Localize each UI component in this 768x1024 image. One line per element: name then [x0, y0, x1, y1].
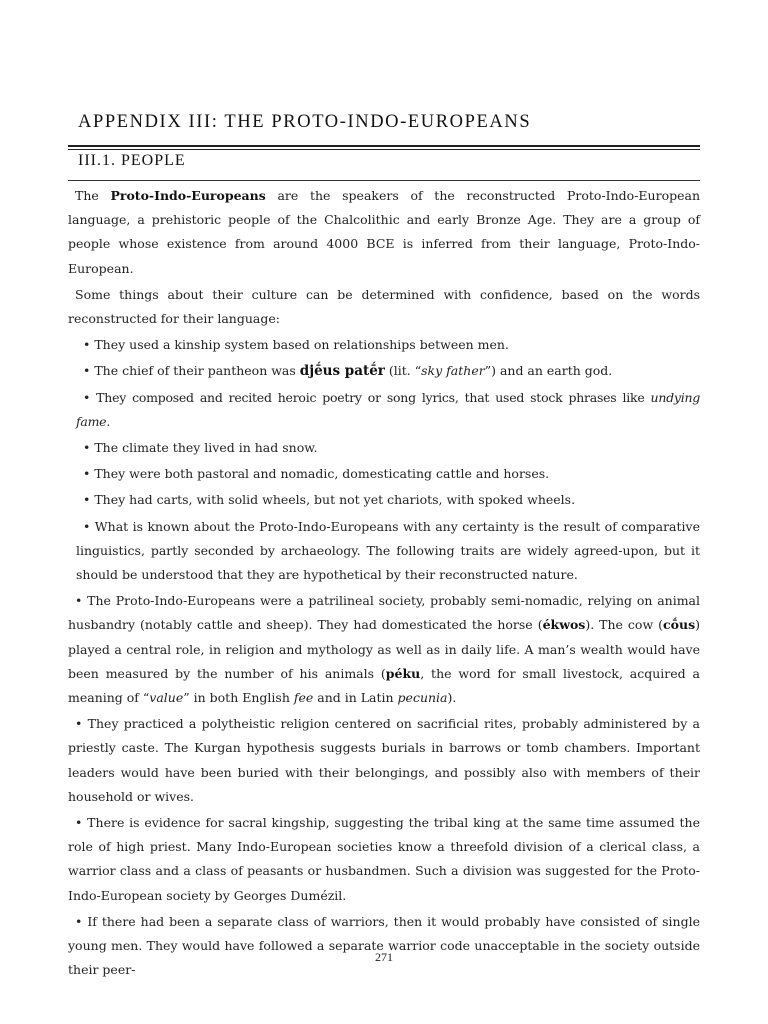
heading-rule-thin — [68, 149, 700, 150]
page-number: 271 — [375, 950, 393, 964]
section-heading: III.1. PEOPLE — [78, 152, 186, 169]
section-rule — [68, 180, 700, 181]
term-djeus-pater: djḗus patḗr — [299, 363, 385, 380]
list-item: • The chief of their pantheon was djḗus patḗr (lit. “sky father”) and an earth god. — [83, 363, 613, 380]
heading-rule-thick — [68, 145, 700, 147]
term-ekwos: ékwos — [542, 617, 586, 633]
list-item: • What is known about the Proto-Indo-Europeans with any certainty is the result of comparative linguistics, partly seconded by archaeology. The following traits are widely agreed-upon, but it should be understood that they are hypothetical by their reconstructed nature. — [76, 518, 700, 583]
paragraph-intro: The Proto-Indo-Europeans are the speakers of the reconstructed Proto-Indo-European language, a prehistoric people of the Chalcolithic and early Bronze Age. They are a group of people whose existence from around 4000 BCE is inferred from their language, Proto-Indo-European. — [68, 188, 700, 276]
list-item: • The Proto-Indo-Europeans were a patrilineal society, probably semi-nomadic, relying on animal husbandry (notably cattle and sheep). They had domesticated the horse (ékwos). The cow (cṓus) played a central role, in religion and mythology as well as in daily life. A man’s wealth would have been measured by the number of his animals (péku, the word for small livestock, acquired a meaning of “value” in both English fee and in Latin pecunia). — [68, 593, 700, 706]
appendix-heading: APPENDIX III: THE PROTO-INDO-EUROPEANS — [78, 112, 532, 132]
list-item: • If there had been a separate class of warriors, then it would probably have consisted of single young men. They would have followed a separate warrior code unacceptable in the society outside their peer- — [68, 913, 700, 978]
term-peku: péku — [385, 665, 421, 681]
term-proto-indo-europeans: Proto-Indo-Europeans — [110, 188, 266, 203]
list-item: • They practiced a polytheistic religion centered on sacrificial rites, probably administered by a priestly caste. The Kurgan hypothesis suggests burials in barrows or tomb chambers. Important leaders would have been buried with their belongings, and possibly also with members of their household or wives. — [68, 716, 700, 804]
list-item: • They were both pastoral and nomadic, domesticating cattle and horses. — [83, 466, 550, 482]
list-item: • There is evidence for sacral kingship, suggesting the tribal king at the same time assumed the role of high priest. Many Indo-European societies know a threefold division of a clerical class, a warrior class and a class of peasants or husbandmen. Such a division was suggested for the Proto-Indo-European society by Georges Dumézil. — [68, 815, 700, 903]
list-item: • They had carts, with solid wheels, but not yet chariots, with spoked wheels. — [83, 492, 576, 508]
paragraph-culture: Some things about their culture can be determined with confidence, based on the words reconstructed for their language: — [68, 286, 700, 327]
list-item: • The climate they lived in had snow. — [83, 440, 318, 456]
body-text — [68, 184, 700, 985]
term-cous: cṓus — [663, 617, 696, 633]
list-item: • They composed and recited heroic poetry or song lyrics, that used stock phrases like undying fame. — [76, 389, 700, 429]
list-item: • They used a kinship system based on relationships between men. — [83, 337, 509, 353]
